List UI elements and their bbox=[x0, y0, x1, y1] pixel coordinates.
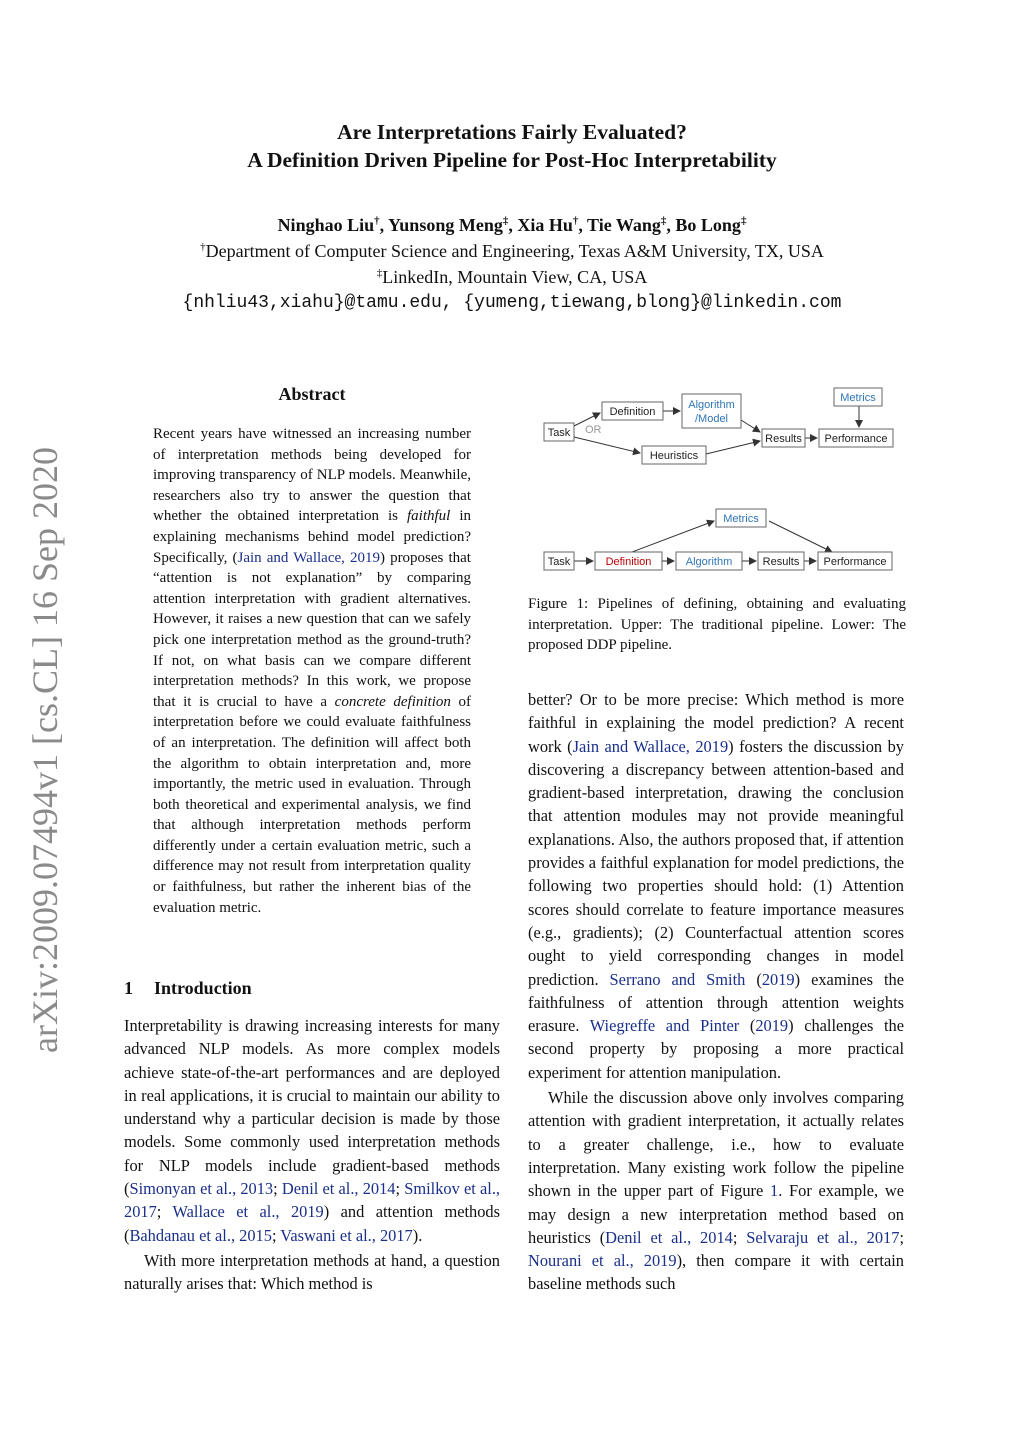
upper-performance-node bbox=[819, 429, 893, 447]
section-number: 1 bbox=[124, 978, 133, 998]
citation-link[interactable]: Jain and Wallace, 2019 bbox=[572, 736, 729, 756]
citation-link[interactable]: Simonyan et al., 2013 bbox=[129, 1179, 274, 1199]
author-emails: {nhliu43,xiahu}@tamu.edu, {yumeng,tiewang,blong}@linkedin.com bbox=[182, 293, 842, 313]
affiliation-2: ‡LinkedIn, Mountain View, CA, USA bbox=[376, 267, 648, 287]
upper-definition-node bbox=[602, 402, 663, 420]
citation-link[interactable]: Selvaraju et al., 2017 bbox=[746, 1227, 900, 1247]
author-mark: ‡ bbox=[740, 215, 747, 227]
svg-text:Task: Task bbox=[547, 427, 571, 439]
svg-text:Algorithm: Algorithm bbox=[685, 556, 733, 568]
author-list: Ninghao Liu†, Yunsong Meng‡, Xia Hu†, Tie Wang‡, Bo Long‡ bbox=[277, 215, 747, 235]
svg-text:Heuristics: Heuristics bbox=[649, 450, 699, 462]
svg-text:Results: Results bbox=[762, 556, 800, 568]
citation-link[interactable]: Denil et al., 2014 bbox=[605, 1227, 733, 1247]
lower-algorithm-node bbox=[676, 552, 742, 570]
lower-metrics-node bbox=[716, 509, 766, 527]
svg-text:Results: Results bbox=[765, 433, 802, 445]
citation-link[interactable]: Wallace et al., 2019 bbox=[172, 1202, 324, 1222]
svg-text:Metrics: Metrics bbox=[723, 513, 759, 525]
section-title: Introduction bbox=[154, 978, 252, 998]
author-mark: † bbox=[374, 215, 380, 227]
lower-performance-node bbox=[818, 552, 892, 570]
affiliation-1: †Department of Computer Science and Engineering, Texas A&M University, TX, USA bbox=[200, 241, 824, 261]
title-line-2: A Definition Driven Pipeline for Post-Hoc Interpretability bbox=[247, 148, 777, 172]
arxiv-identifier: arXiv:2009.07494v1 [cs.CL] 16 Sep 2020 bbox=[25, 447, 65, 1053]
paragraph: Interpretability is drawing increasing interests for many advanced NLP models. As more complex models achieve state-of-the-art performances and are deployed in real applications, it is crucial to maintain our ability to understand why a particular decision is made by those models. Some commonly used interpretation methods for NLP models include gradient-based methods (Simonyan et al., 2013; Denil et al., 2014; Smilkov et al., 2017; Wallace et al., 2019) and attention methods (Bahdanau et al., 2015; Vaswani et al., 2017). bbox=[124, 1016, 501, 1245]
upper-metrics-node bbox=[834, 388, 882, 406]
svg-text:Performance: Performance bbox=[823, 556, 887, 568]
paragraph: While the discussion above only involves comparing attention with gradient interpretation, it actually relates to a greater challenge, i.e., how to evaluate interpretation. Many existing work follow the pipeline shown in the upper part of Figure 1. For example, we may design a new interpretation method based on heuristics (Denil et al., 2014; Selvaraju et al., 2017; Nourani et al., 2019), then compare it with certain baseline methods such bbox=[528, 1088, 905, 1294]
paper-title bbox=[0, 118, 1024, 174]
citation-link[interactable]: 2019 bbox=[761, 969, 795, 989]
svg-text:Task: Task bbox=[547, 556, 571, 568]
section-heading-introduction bbox=[124, 978, 252, 999]
figure-1 bbox=[528, 384, 904, 584]
svg-text:Algorithm: Algorithm bbox=[688, 399, 735, 411]
intro-left-column bbox=[124, 1014, 500, 1296]
svg-text:Performance: Performance bbox=[824, 433, 888, 445]
citation-link[interactable]: 2019 bbox=[755, 1016, 789, 1036]
author-name: Xia Hu bbox=[517, 215, 573, 235]
or-label: OR bbox=[585, 424, 602, 436]
svg-text:Definition: Definition bbox=[605, 556, 652, 568]
author-name: Tie Wang bbox=[587, 215, 661, 235]
abstract-heading: Abstract bbox=[278, 384, 346, 404]
upper-heuristics-node bbox=[642, 446, 706, 464]
author-mark: ‡ bbox=[660, 215, 667, 227]
title-line-1: Are Interpretations Fairly Evaluated? bbox=[337, 120, 687, 144]
citation-link[interactable]: Nourani et al., 2019 bbox=[528, 1251, 677, 1271]
upper-algorithm-node bbox=[682, 394, 741, 428]
paragraph: better? Or to be more precise: Which method is more faithful in explaining the model prediction? A recent work (Jain and Wallace, 2019) fosters the discussion by discovering a discrepancy between attention-based and gradient-based interpretation, drawing the conclusion that attention modules may not provide meaningful explanations. Also, the authors proposed that, if attention provides a faithful explanation for model predictions, the following two properties should hold: (1) Attention scores should correlate to feature importance measures (e.g., gradients); (2) Counterfactual attention scores ought to yield corresponding changes in model prediction. Serrano and Smith (2019) examines the faithfulness of attention through attention weights erasure. Wiegreffe and Pinter (2019) challenges the second property by proposing a more practical experiment for attention manipulation. bbox=[528, 690, 904, 1082]
author-name: Bo Long bbox=[675, 215, 741, 235]
svg-text:Metrics: Metrics bbox=[840, 392, 876, 404]
lower-results-node bbox=[758, 552, 804, 570]
citation-link[interactable]: Bahdanau et al., 2015 bbox=[129, 1225, 272, 1245]
author-name: Ninghao Liu bbox=[277, 215, 375, 235]
upper-results-node bbox=[762, 429, 805, 447]
citation-link[interactable]: Vaswani et al., 2017 bbox=[280, 1225, 413, 1245]
abstract-body: Recent years have witnessed an increasing number of interpretation methods being developed for improving transparency of NLP models. Meanwhile, researchers also try to answer the question that whether the obtained interpretation is faithful in explaining mechanisms behind model prediction? Specifically, (Jain and Wallace, 2019) proposes that “attention is not explanation” by comparing attention interpretation with gradient alternatives. However, it raises a new question that can we safely pick one interpretation method as the ground-truth? If not, on what basis can we compare different interpretation methods? In this work, we propose that it is crucial to have a concrete definition of interpretation before we could evaluate faithfulness of an interpretation. The definition will affect both the algorithm to obtain interpretation and, more importantly, the metric used in evaluation. Through both theoretical and experimental analysis, we find that although interpretation methods perform differently under a certain evaluation metric, such a difference may not result from interpretation quality or faithfulness, but rather the inherent bias of the evaluation metric. bbox=[153, 426, 472, 916]
paragraph: With more interpretation methods at hand, a question naturally arises that: Which method is bbox=[124, 1250, 500, 1294]
figure-caption: Figure 1: Pipelines of defining, obtaining and evaluating interpretation. Upper: The traditional pipeline. Lower: The proposed DDP pipeline. bbox=[528, 596, 906, 653]
upper-task-node bbox=[544, 423, 574, 441]
author-mark: † bbox=[572, 215, 579, 227]
intro-right-column bbox=[528, 688, 904, 1296]
citation-link[interactable]: Jain and Wallace, 2019 bbox=[237, 549, 380, 566]
citation-link[interactable]: Denil et al., 2014 bbox=[281, 1179, 396, 1199]
pipeline-diagram bbox=[528, 384, 904, 584]
citation-link[interactable]: Smilkov et al., 2017 bbox=[124, 1179, 501, 1222]
citation-link[interactable]: Serrano and Smith bbox=[609, 969, 746, 989]
author-block bbox=[0, 212, 1024, 316]
svg-text:/Model: /Model bbox=[694, 413, 729, 425]
figure-reference-link[interactable]: 1 bbox=[769, 1181, 779, 1201]
author-name: Yunsong Meng bbox=[387, 215, 503, 235]
lower-definition-node bbox=[595, 552, 662, 570]
lower-task-node bbox=[544, 552, 574, 570]
citation-link[interactable]: Wiegreffe and Pinter bbox=[589, 1016, 740, 1036]
svg-text:Definition: Definition bbox=[609, 406, 656, 418]
author-mark: ‡ bbox=[502, 215, 509, 227]
